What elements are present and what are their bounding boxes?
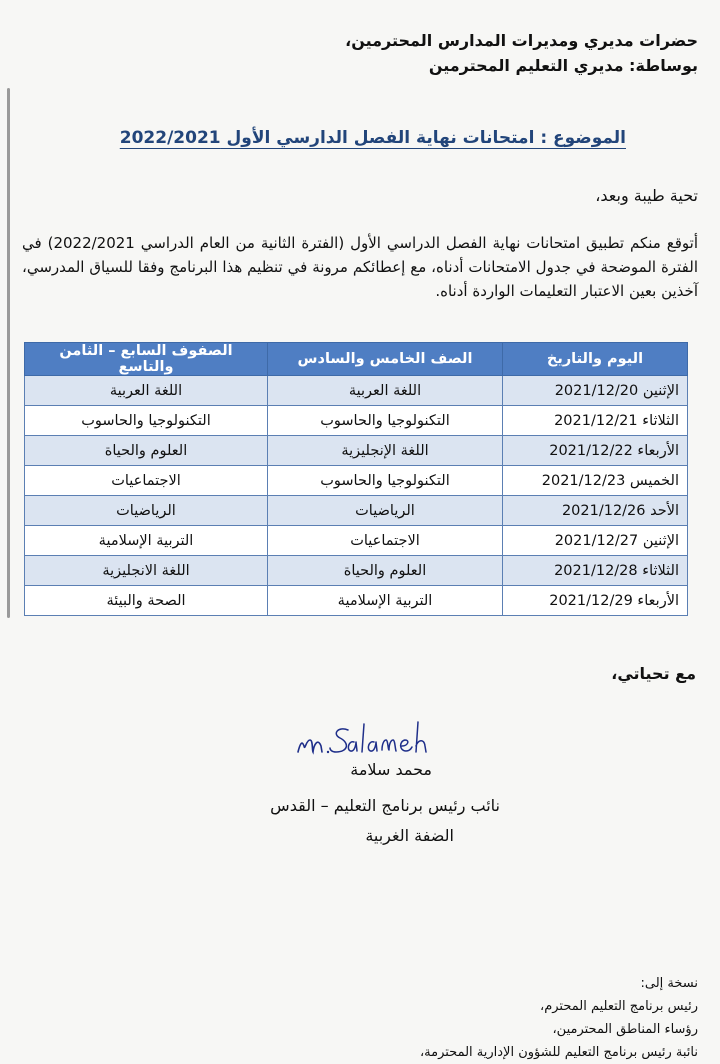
handwritten-signature — [292, 716, 462, 762]
cell-day-date: الأحد 2021/12/26 — [503, 496, 688, 526]
table-row — [25, 556, 688, 586]
cell-grades-7-9: الرياضيات — [25, 496, 268, 526]
table-row — [25, 526, 688, 556]
cell-day-date: الثلاثاء 2021/12/28 — [503, 556, 688, 586]
signatory-title: نائب رئيس برنامج التعليم – القدس — [270, 796, 500, 815]
cell-grades-5-6: التربية الإسلامية — [268, 586, 503, 616]
scroll-indicator — [7, 88, 10, 618]
table-row — [25, 466, 688, 496]
exam-schedule-table — [24, 342, 688, 616]
cell-grades-5-6: العلوم والحياة — [268, 556, 503, 586]
cell-grades-5-6: اللغة العربية — [268, 376, 503, 406]
cell-day-date: الأربعاء 2021/12/22 — [503, 436, 688, 466]
cell-grades-5-6: اللغة الإنجليزية — [268, 436, 503, 466]
cell-grades-7-9: اللغة الانجليزية — [25, 556, 268, 586]
body-paragraph: أتوقع منكم تطبيق امتحانات نهاية الفصل الدراسي الأول (الفترة الثانية من العام الدراسي 2022/2021) في الفترة الموضحة في جدول الامتحانات أدناه، مع إعطائكم مرونة في تنظيم هذا البرنامج وفقا للسياق المدرسي، آخذين بعين الاعتبار التعليمات الواردة أدناه. — [22, 234, 698, 300]
cell-grades-7-9: العلوم والحياة — [25, 436, 268, 466]
cell-day-date: الإثنين 2021/12/27 — [503, 526, 688, 556]
cell-day-date: الإثنين 2021/12/20 — [503, 376, 688, 406]
signatory-region: الضفة الغربية — [365, 826, 454, 845]
cell-grades-5-6: الرياضيات — [268, 496, 503, 526]
addressee-line-1: حضرات مديري ومديرات المدارس المحترمين، — [345, 31, 698, 50]
signatory-name: محمد سلامة — [350, 760, 432, 779]
cell-grades-5-6: التكنولوجيا والحاسوب — [268, 406, 503, 436]
cell-grades-7-9: اللغة العربية — [25, 376, 268, 406]
addressee — [345, 28, 698, 78]
cell-grades-5-6: الاجتماعيات — [268, 526, 503, 556]
list-item: نائبة رئيس برنامج التعليم للشؤون الإدارية المحترمة، — [419, 1045, 698, 1060]
list-item: رؤساء المناطق المحترمين، — [552, 1022, 698, 1037]
greeting: تحية طيبة وبعد، — [595, 186, 698, 205]
table-row — [25, 586, 688, 616]
cell-grades-7-9: التربية الإسلامية — [25, 526, 268, 556]
table-header-row — [25, 343, 688, 376]
closing-salutation: مع تحياتي، — [611, 664, 696, 683]
header-day-date: اليوم والتاريخ — [503, 343, 688, 376]
table-row — [25, 406, 688, 436]
table-row — [25, 436, 688, 466]
cell-grades-7-9: التكنولوجيا والحاسوب — [25, 406, 268, 436]
cell-day-date: الثلاثاء 2021/12/21 — [503, 406, 688, 436]
subject-line: الموضوع : امتحانات نهاية الفصل الدارسي الأول 2022/2021 — [119, 128, 626, 148]
header-grades-7-9: الصفوف السابع – الثامن والتاسع — [25, 343, 268, 376]
table-row — [25, 376, 688, 406]
cell-grades-7-9: الاجتماعيات — [25, 466, 268, 496]
cell-grades-7-9: الصحة والبيئة — [25, 586, 268, 616]
copies-heading: نسخة إلى: — [640, 976, 698, 991]
table-row — [25, 496, 688, 526]
header-grades-5-6: الصف الخامس والسادس — [268, 343, 503, 376]
list-item: رئيس برنامج التعليم المحترم، — [540, 999, 698, 1014]
addressee-line-2: بوساطة: مديري التعليم المحترمين — [428, 56, 698, 75]
cell-grades-5-6: التكنولوجيا والحاسوب — [268, 466, 503, 496]
copies-to-list — [420, 972, 698, 1064]
cell-day-date: الخميس 2021/12/23 — [503, 466, 688, 496]
cell-day-date: الأربعاء 2021/12/29 — [503, 586, 688, 616]
